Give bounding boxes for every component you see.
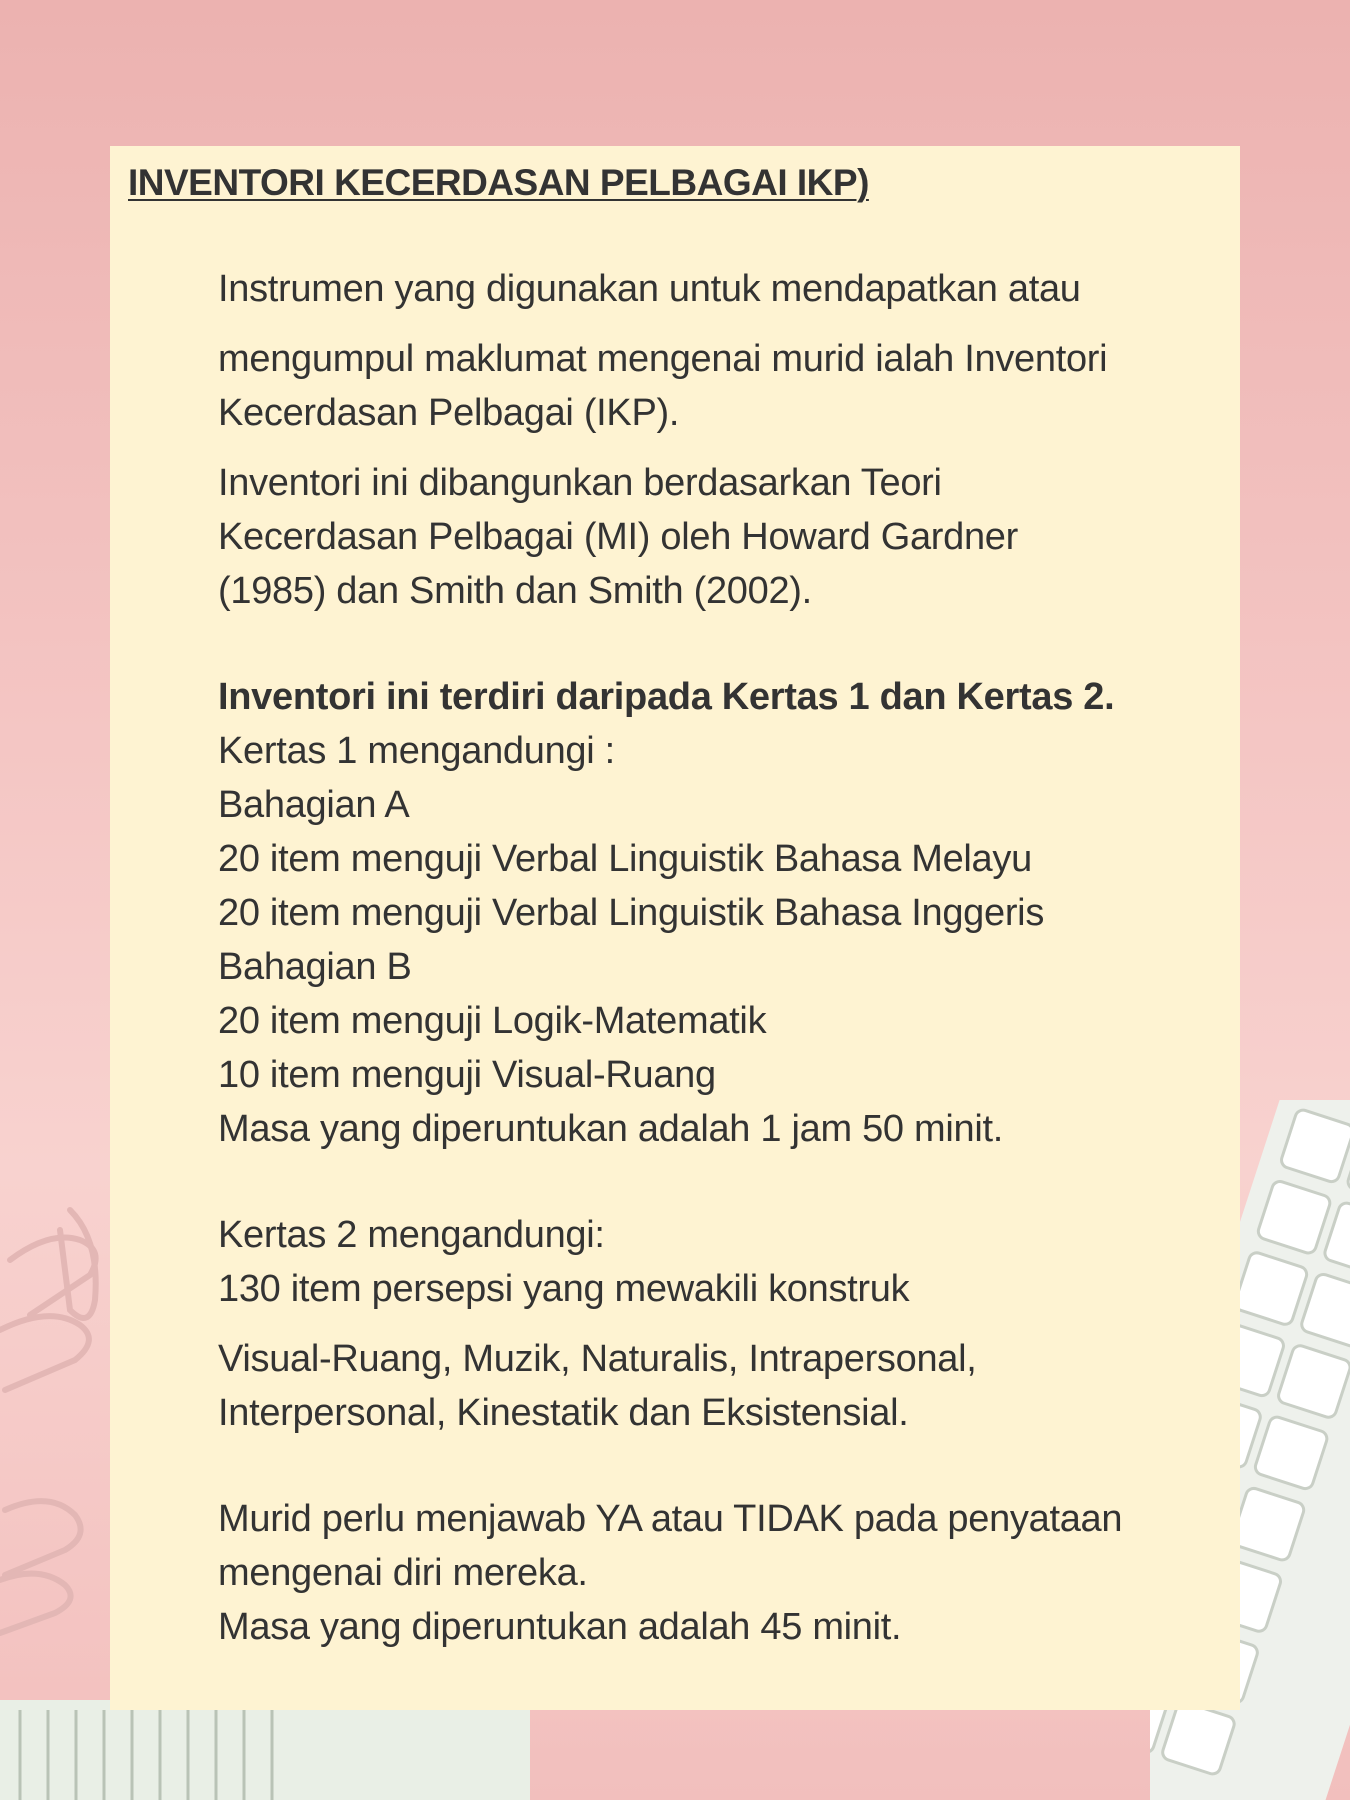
- text-line: 20 item menguji Verbal Linguistik Bahasa Inggeris: [218, 892, 1045, 934]
- text-line: 20 item menguji Logik-Matematik: [218, 1000, 767, 1042]
- text-line: Masa yang diperuntukan adalah 1 jam 50 minit.: [218, 1108, 1003, 1150]
- document-body: [218, 262, 1228, 1654]
- kertas-1-section: [218, 724, 1228, 1156]
- text-line: Murid perlu menjawab YA atau TIDAK pada penyataan: [218, 1498, 1123, 1540]
- page-title: INVENTORI KECERDASAN PELBAGAI IKP): [128, 162, 869, 203]
- kertas-2-section: [218, 1208, 1228, 1440]
- theory-paragraph: [218, 456, 1228, 618]
- text-line: Kertas 2 mengandungi:: [218, 1214, 605, 1256]
- content-panel: [110, 146, 1240, 1710]
- text-line: Kecerdasan Pelbagai (MI) oleh Howard Gardner: [218, 516, 1018, 558]
- closing-paragraph: [218, 1492, 1228, 1654]
- text-line: Bahagian B: [218, 946, 412, 988]
- text-line: mengenai diri mereka.: [218, 1552, 588, 1594]
- text-line: Interpersonal, Kinestatik dan Eksistensial.: [218, 1392, 909, 1434]
- text-line: Inventori ini dibangunkan berdasarkan Teori: [218, 462, 942, 504]
- text-line: 10 item menguji Visual-Ruang: [218, 1054, 716, 1096]
- text-line: Visual-Ruang, Muzik, Naturalis, Intrapersonal,: [218, 1338, 977, 1380]
- text-line: 130 item persepsi yang mewakili konstruk: [218, 1268, 910, 1310]
- text-line: 20 item menguji Verbal Linguistik Bahasa Melayu: [218, 838, 1032, 880]
- text-line: mengumpul maklumat mengenai murid ialah Inventori: [218, 338, 1108, 380]
- text-line: Kecerdasan Pelbagai (IKP).: [218, 392, 680, 434]
- paperclips-decoration: [0, 1180, 120, 1640]
- text-line: Bahagian A: [218, 784, 410, 826]
- text-line: (1985) dan Smith dan Smith (2002).: [218, 570, 812, 612]
- text-line: Instrumen yang digunakan untuk mendapatkan atau: [218, 268, 1081, 310]
- intro-paragraph: [218, 262, 1228, 440]
- text-line: Masa yang diperuntukan adalah 45 minit.: [218, 1606, 902, 1648]
- structure-heading: Inventori ini terdiri daripada Kertas 1 dan Kertas 2.: [218, 676, 1115, 718]
- text-line: Kertas 1 mengandungi :: [218, 730, 615, 772]
